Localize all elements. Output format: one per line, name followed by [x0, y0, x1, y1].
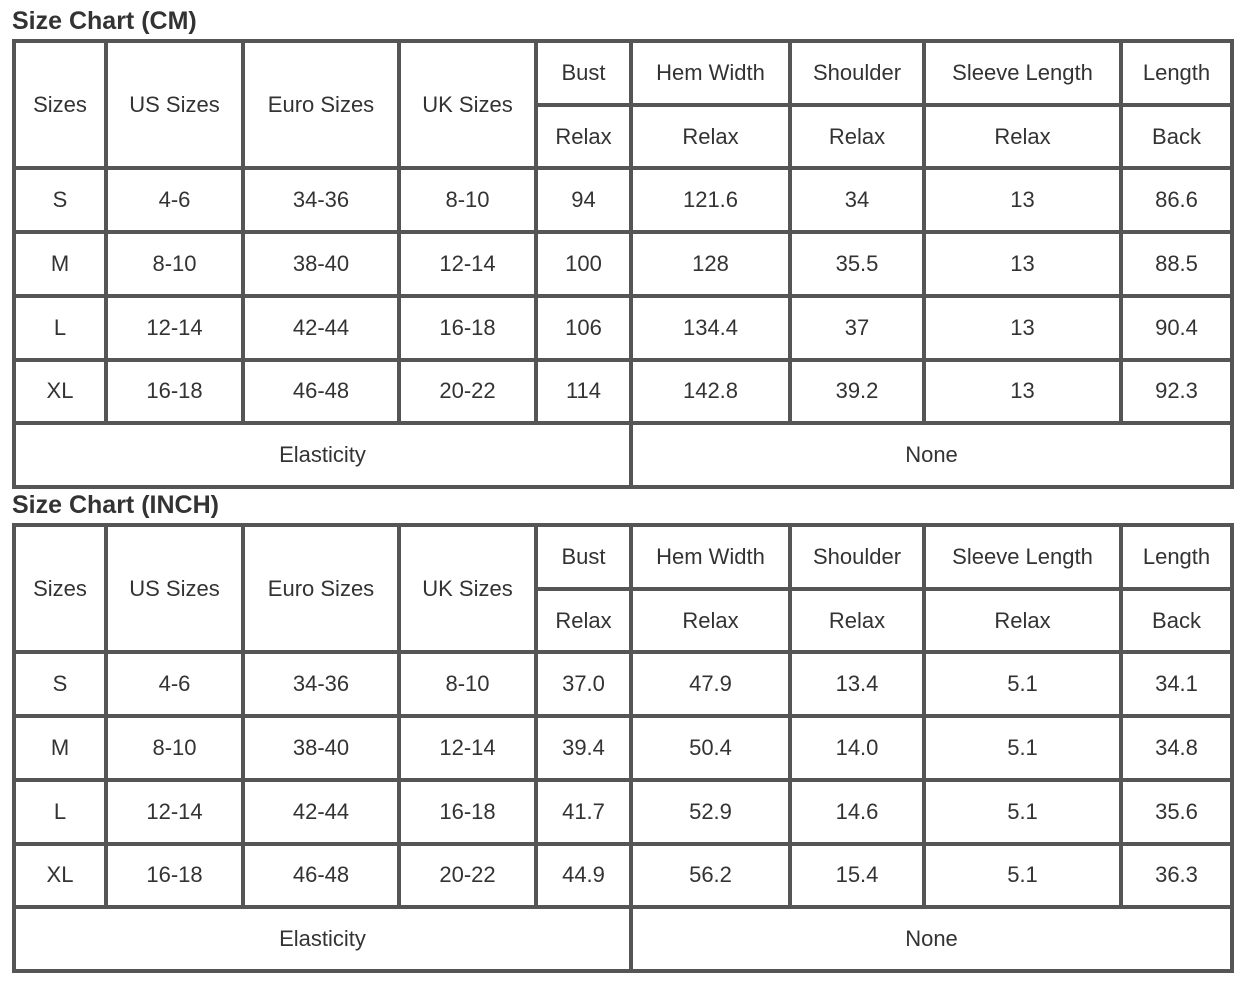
header-hem-width: Hem Width — [631, 41, 790, 105]
table-row — [14, 296, 1232, 360]
cell-length: 88.5 — [1121, 232, 1232, 296]
elasticity-row — [14, 907, 1232, 971]
cell-bust: 94 — [536, 168, 631, 232]
cell-us: 12-14 — [106, 296, 243, 360]
table-row — [14, 780, 1232, 844]
cell-shoulder: 39.2 — [790, 360, 924, 424]
header-euro-sizes: Euro Sizes — [243, 525, 399, 652]
elasticity-value: None — [631, 907, 1232, 971]
table-row — [14, 232, 1232, 296]
elasticity-value: None — [631, 423, 1232, 487]
header-sizes: Sizes — [14, 41, 106, 168]
cell-length: 36.3 — [1121, 844, 1232, 908]
cell-euro: 46-48 — [243, 844, 399, 908]
subheader-hem-relax: Relax — [631, 589, 790, 653]
cell-us: 8-10 — [106, 716, 243, 780]
subheader-shoulder-relax: Relax — [790, 105, 924, 169]
cell-size: L — [14, 780, 106, 844]
cell-euro: 38-40 — [243, 232, 399, 296]
header-euro-sizes: Euro Sizes — [243, 41, 399, 168]
cell-size: S — [14, 652, 106, 716]
table-row — [14, 168, 1232, 232]
cell-shoulder: 14.0 — [790, 716, 924, 780]
cell-hem: 142.8 — [631, 360, 790, 424]
subheader-bust-relax: Relax — [536, 589, 631, 653]
cell-length: 92.3 — [1121, 360, 1232, 424]
cell-euro: 42-44 — [243, 296, 399, 360]
cell-euro: 42-44 — [243, 780, 399, 844]
cell-shoulder: 14.6 — [790, 780, 924, 844]
cell-hem: 56.2 — [631, 844, 790, 908]
cell-us: 16-18 — [106, 360, 243, 424]
header-shoulder: Shoulder — [790, 525, 924, 589]
header-us-sizes: US Sizes — [106, 525, 243, 652]
subheader-length-back: Back — [1121, 589, 1232, 653]
cell-bust: 114 — [536, 360, 631, 424]
cell-us: 16-18 — [106, 844, 243, 908]
cell-length: 86.6 — [1121, 168, 1232, 232]
cell-uk: 12-14 — [399, 716, 536, 780]
cell-sleeve: 13 — [924, 296, 1121, 360]
cell-sleeve: 5.1 — [924, 716, 1121, 780]
cell-hem: 47.9 — [631, 652, 790, 716]
cell-uk: 20-22 — [399, 844, 536, 908]
size-chart-cm-table — [12, 39, 1234, 489]
subheader-hem-relax: Relax — [631, 105, 790, 169]
table-row — [14, 844, 1232, 908]
header-row — [14, 525, 1232, 589]
cell-length: 34.8 — [1121, 716, 1232, 780]
subheader-sleeve-relax: Relax — [924, 105, 1121, 169]
cell-sleeve: 5.1 — [924, 780, 1121, 844]
cell-euro: 38-40 — [243, 716, 399, 780]
table-row — [14, 652, 1232, 716]
cell-bust: 37.0 — [536, 652, 631, 716]
cell-euro: 34-36 — [243, 168, 399, 232]
cell-uk: 16-18 — [399, 296, 536, 360]
cell-sleeve: 5.1 — [924, 652, 1121, 716]
header-bust: Bust — [536, 41, 631, 105]
size-chart-inch-title: Size Chart (INCH) — [12, 491, 219, 519]
cell-us: 4-6 — [106, 652, 243, 716]
cell-us: 12-14 — [106, 780, 243, 844]
elasticity-label: Elasticity — [14, 423, 631, 487]
cell-sleeve: 13 — [924, 360, 1121, 424]
cell-size: XL — [14, 844, 106, 908]
cell-bust: 106 — [536, 296, 631, 360]
cell-size: L — [14, 296, 106, 360]
cell-hem: 52.9 — [631, 780, 790, 844]
table-row — [14, 716, 1232, 780]
subheader-sleeve-relax: Relax — [924, 589, 1121, 653]
table-row — [14, 360, 1232, 424]
header-uk-sizes: UK Sizes — [399, 525, 536, 652]
subheader-length-back: Back — [1121, 105, 1232, 169]
cell-uk: 8-10 — [399, 652, 536, 716]
header-uk-sizes: UK Sizes — [399, 41, 536, 168]
cell-shoulder: 37 — [790, 296, 924, 360]
cell-bust: 41.7 — [536, 780, 631, 844]
elasticity-label: Elasticity — [14, 907, 631, 971]
cell-bust: 39.4 — [536, 716, 631, 780]
header-hem-width: Hem Width — [631, 525, 790, 589]
cell-length: 35.6 — [1121, 780, 1232, 844]
cell-hem: 134.4 — [631, 296, 790, 360]
cell-shoulder: 13.4 — [790, 652, 924, 716]
header-length: Length — [1121, 525, 1232, 589]
cell-size: M — [14, 232, 106, 296]
size-chart-cm-title: Size Chart (CM) — [12, 7, 197, 35]
header-length: Length — [1121, 41, 1232, 105]
header-shoulder: Shoulder — [790, 41, 924, 105]
cell-hem: 50.4 — [631, 716, 790, 780]
cell-uk: 16-18 — [399, 780, 536, 844]
cell-bust: 44.9 — [536, 844, 631, 908]
subheader-shoulder-relax: Relax — [790, 589, 924, 653]
cell-us: 4-6 — [106, 168, 243, 232]
header-us-sizes: US Sizes — [106, 41, 243, 168]
cell-shoulder: 35.5 — [790, 232, 924, 296]
cell-shoulder: 15.4 — [790, 844, 924, 908]
cell-length: 34.1 — [1121, 652, 1232, 716]
cell-shoulder: 34 — [790, 168, 924, 232]
cell-hem: 121.6 — [631, 168, 790, 232]
header-sleeve-length: Sleeve Length — [924, 525, 1121, 589]
cell-sleeve: 13 — [924, 232, 1121, 296]
cell-bust: 100 — [536, 232, 631, 296]
cell-euro: 46-48 — [243, 360, 399, 424]
elasticity-row — [14, 423, 1232, 487]
header-sleeve-length: Sleeve Length — [924, 41, 1121, 105]
cell-euro: 34-36 — [243, 652, 399, 716]
cell-sleeve: 13 — [924, 168, 1121, 232]
cell-length: 90.4 — [1121, 296, 1232, 360]
cell-uk: 8-10 — [399, 168, 536, 232]
cell-uk: 12-14 — [399, 232, 536, 296]
cell-sleeve: 5.1 — [924, 844, 1121, 908]
cell-size: XL — [14, 360, 106, 424]
header-bust: Bust — [536, 525, 631, 589]
cell-size: S — [14, 168, 106, 232]
cell-us: 8-10 — [106, 232, 243, 296]
cell-size: M — [14, 716, 106, 780]
size-chart-inch-table — [12, 523, 1234, 973]
subheader-bust-relax: Relax — [536, 105, 631, 169]
cell-hem: 128 — [631, 232, 790, 296]
header-row — [14, 41, 1232, 105]
cell-uk: 20-22 — [399, 360, 536, 424]
header-sizes: Sizes — [14, 525, 106, 652]
